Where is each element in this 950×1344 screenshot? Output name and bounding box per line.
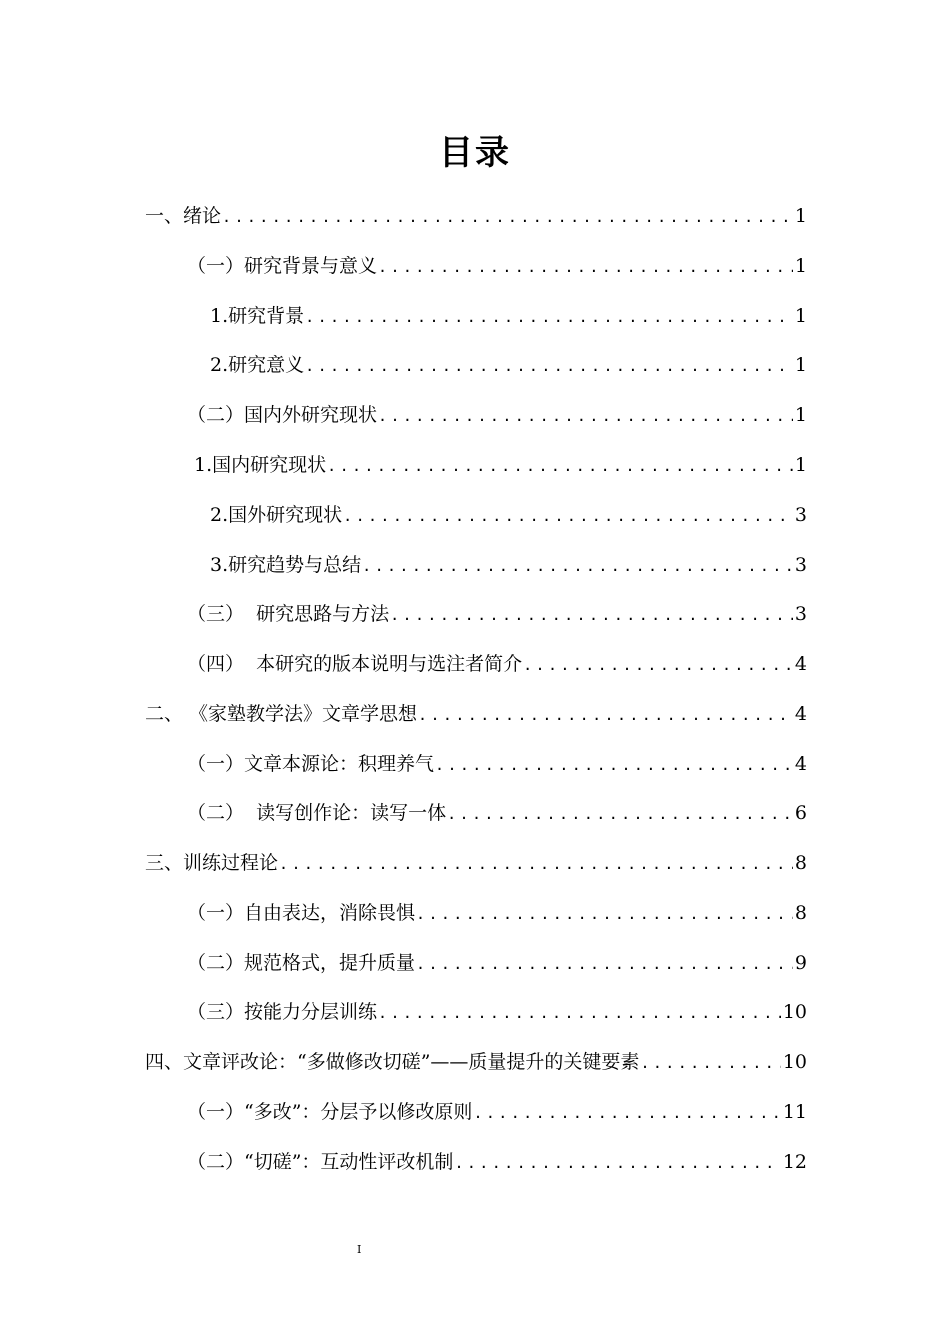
toc-entry[interactable]: [187, 649, 807, 679]
toc-entry-label: 3.研究趋势与总结: [210, 554, 362, 576]
toc-entry-page: 8: [794, 902, 807, 924]
toc-entry-page: 3: [794, 504, 807, 526]
toc-entry-page: 10: [782, 1001, 807, 1023]
toc-entry[interactable]: [187, 599, 807, 629]
toc-entry-page: 1: [794, 255, 807, 277]
toc-dot-leader: [447, 799, 793, 829]
toc-entry-page: 6: [794, 802, 807, 824]
toc-dot-leader: [390, 600, 793, 630]
toc-dot-leader: [416, 949, 793, 979]
toc-entry-label: 2.国外研究现状: [210, 504, 343, 526]
toc-entry[interactable]: [187, 400, 807, 430]
toc-entry-label: （二）国内外研究现状: [187, 404, 378, 426]
toc-entry-label: 一、绪论: [145, 205, 222, 227]
toc-entry-label: 四、文章评改论：“多做修改切磋”——质量提升的关键要素: [145, 1051, 640, 1073]
toc-entry[interactable]: [145, 201, 807, 231]
toc-entry[interactable]: [210, 350, 807, 380]
toc-entry-label: （四） 本研究的版本说明与选注者简介: [187, 653, 523, 675]
toc-entry-label: 二、 《家塾教学法》文章学思想: [145, 703, 418, 725]
toc-entry[interactable]: [210, 500, 807, 530]
toc-entry-label: （三）按能力分层训练: [187, 1001, 378, 1023]
toc-entry[interactable]: [194, 450, 807, 480]
toc-dot-leader: [416, 899, 793, 929]
toc-entry[interactable]: [187, 251, 807, 281]
page-title: 目录: [439, 133, 511, 173]
toc-entry-label: （一）自由表达，消除畏惧: [187, 902, 416, 924]
toc-entry-label: （三） 研究思路与方法: [187, 603, 390, 625]
toc-entry[interactable]: [187, 1097, 807, 1127]
toc-entry[interactable]: [145, 1047, 807, 1077]
toc-entry[interactable]: [210, 550, 807, 580]
toc-dot-leader: [378, 998, 781, 1028]
toc-entry-label: 1.研究背景: [210, 305, 305, 327]
toc-entry-page: 8: [794, 852, 807, 874]
toc-entry-page: 1: [794, 404, 807, 426]
toc-dot-leader: [640, 1048, 780, 1078]
toc-entry-page: 1: [794, 205, 807, 227]
toc-dot-leader: [378, 401, 793, 431]
toc-entry[interactable]: [210, 301, 807, 331]
toc-entry-page: 4: [794, 653, 807, 675]
toc-entry[interactable]: [187, 898, 807, 928]
toc-entry[interactable]: [187, 749, 807, 779]
toc-dot-leader: [305, 351, 793, 381]
page-number: I: [357, 1243, 362, 1256]
toc-entry-label: （一）文章本源论：积理养气: [187, 753, 435, 775]
toc-dot-leader: [435, 750, 793, 780]
toc-entry-label: 三、训练过程论: [145, 852, 279, 874]
toc-entry-page: 1: [794, 305, 807, 327]
toc-entry-page: 4: [794, 753, 807, 775]
toc-entry[interactable]: [187, 948, 807, 978]
toc-dot-leader: [418, 700, 793, 730]
toc-entry-label: 1.国内研究现状: [194, 454, 327, 476]
toc-entry[interactable]: [187, 997, 807, 1027]
toc-dot-leader: [222, 202, 793, 232]
toc-entry-page: 3: [794, 603, 807, 625]
toc-entry-label: （一）研究背景与意义: [187, 255, 378, 277]
toc-entry-page: 3: [794, 554, 807, 576]
toc-entry-label: （二）“切磋”：互动性评改机制: [187, 1151, 454, 1173]
toc-entry-label: （二）规范格式，提升质量: [187, 952, 416, 974]
toc-entry-page: 12: [782, 1151, 807, 1173]
toc-entry-page: 10: [782, 1051, 807, 1073]
toc-dot-leader: [378, 252, 793, 282]
toc-dot-leader: [305, 302, 793, 332]
toc-entry-page: 4: [794, 703, 807, 725]
toc-entry-page: 1: [794, 454, 807, 476]
toc-dot-leader: [473, 1098, 780, 1128]
toc-dot-leader: [454, 1148, 780, 1178]
toc-dot-leader: [523, 650, 793, 680]
toc-entry[interactable]: [145, 848, 807, 878]
toc-entry-page: 11: [782, 1101, 807, 1123]
toc-entry-page: 1: [794, 354, 807, 376]
toc-dot-leader: [343, 501, 793, 531]
toc-dot-leader: [279, 849, 793, 879]
toc-entry[interactable]: [145, 699, 807, 729]
toc-entry-label: （一）“多改”：分层予以修改原则: [187, 1101, 473, 1123]
toc-dot-leader: [327, 451, 793, 481]
toc-entry-label: （二） 读写创作论：读写一体: [187, 802, 447, 824]
toc-entry-page: 9: [794, 952, 807, 974]
toc-entry[interactable]: [187, 798, 807, 828]
toc-entry-label: 2.研究意义: [210, 354, 305, 376]
toc-dot-leader: [362, 551, 793, 581]
toc-entry[interactable]: [187, 1147, 807, 1177]
